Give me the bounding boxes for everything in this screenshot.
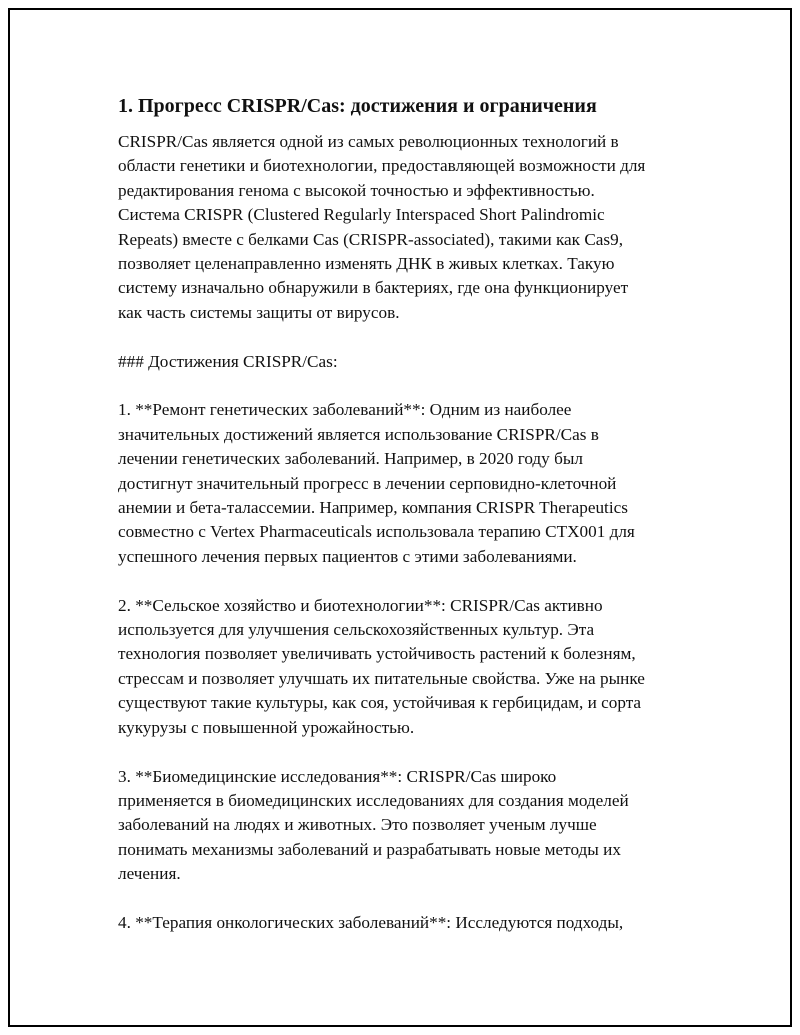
achievement-4-paragraph <box>118 911 718 935</box>
achievement-3-paragraph <box>118 765 718 887</box>
text-line: 4. **Терапия онкологических заболеваний**: Исследуются подходы, <box>118 912 624 932</box>
text-line: лечения. <box>118 864 181 884</box>
text-line: стрессам и позволяет улучшать их питательные свойства. Уже на рынке <box>118 668 645 688</box>
achievements-heading <box>118 350 718 374</box>
text-line: области генетики и биотехнологии, предоставляющей возможности для <box>118 156 646 176</box>
text-line: заболеваний на людях и животных. Это позволяет ученым лучше <box>118 815 597 835</box>
document-body <box>118 92 718 935</box>
text-line: 3. **Биомедицинские исследования**: CRISPR/Cas широко <box>118 766 557 786</box>
paragraph-spacer <box>118 325 718 349</box>
paragraph-list <box>118 130 718 935</box>
text-line: как часть системы защиты от вирусов. <box>118 302 400 322</box>
text-line: систему изначально обнаружили в бактериях, где она функционирует <box>118 278 629 298</box>
text-line: 1. **Ремонт генетических заболеваний**: Одним из наиболее <box>118 400 572 420</box>
paragraph-spacer <box>118 374 718 398</box>
text-line: Repeats) вместе с белками Cas (CRISPR-associated), такими как Cas9, <box>118 229 624 249</box>
document-title: 1. Прогресс CRISPR/Cas: достижения и ограничения <box>118 95 597 117</box>
text-line: позволяет целенаправленно изменять ДНК в живых клетках. Такую <box>118 254 615 274</box>
text-line: лечении генетических заболеваний. Например, в 2020 году был <box>118 449 583 469</box>
text-line: 2. **Сельское хозяйство и биотехнологии**: CRISPR/Cas активно <box>118 595 603 615</box>
paragraph-spacer <box>118 887 718 911</box>
text-line: достигнут значительный прогресс в лечении серповидно-клеточной <box>118 473 617 493</box>
paragraph-spacer <box>118 740 718 764</box>
text-line: совместно с Vertex Pharmaceuticals использовала терапию CTX001 для <box>118 522 635 542</box>
text-line: ### Достижения CRISPR/Cas: <box>118 351 338 371</box>
achievement-1-paragraph <box>118 398 718 569</box>
text-line: анемии и бета-талассемии. Например, компания CRISPR Therapeutics <box>118 498 628 518</box>
text-line: используется для улучшения сельскохозяйственных культур. Эта <box>118 620 595 640</box>
text-line: кукурузы с повышенной урожайностью. <box>118 717 415 737</box>
text-line: понимать механизмы заболеваний и разрабатывать новые методы их <box>118 839 621 859</box>
intro-paragraph <box>118 130 718 325</box>
text-line: Система CRISPR (Clustered Regularly Interspaced Short Palindromic <box>118 205 605 225</box>
text-line: редактирования генома с высокой точностью и эффективностью. <box>118 180 595 200</box>
text-line: CRISPR/Cas является одной из самых революционных технологий в <box>118 132 619 151</box>
text-line: значительных достижений является использование CRISPR/Cas в <box>118 424 599 444</box>
text-line: технология позволяет увеличивать устойчивость растений к болезням, <box>118 644 636 664</box>
text-line: существуют такие культуры, как соя, устойчивая к гербицидам, и сорта <box>118 693 642 713</box>
text-line: применяется в биомедицинских исследованиях для создания моделей <box>118 790 629 810</box>
paragraph-spacer <box>118 569 718 593</box>
text-line: успешного лечения первых пациентов с этими заболеваниями. <box>118 546 577 566</box>
achievement-2-paragraph <box>118 594 718 740</box>
